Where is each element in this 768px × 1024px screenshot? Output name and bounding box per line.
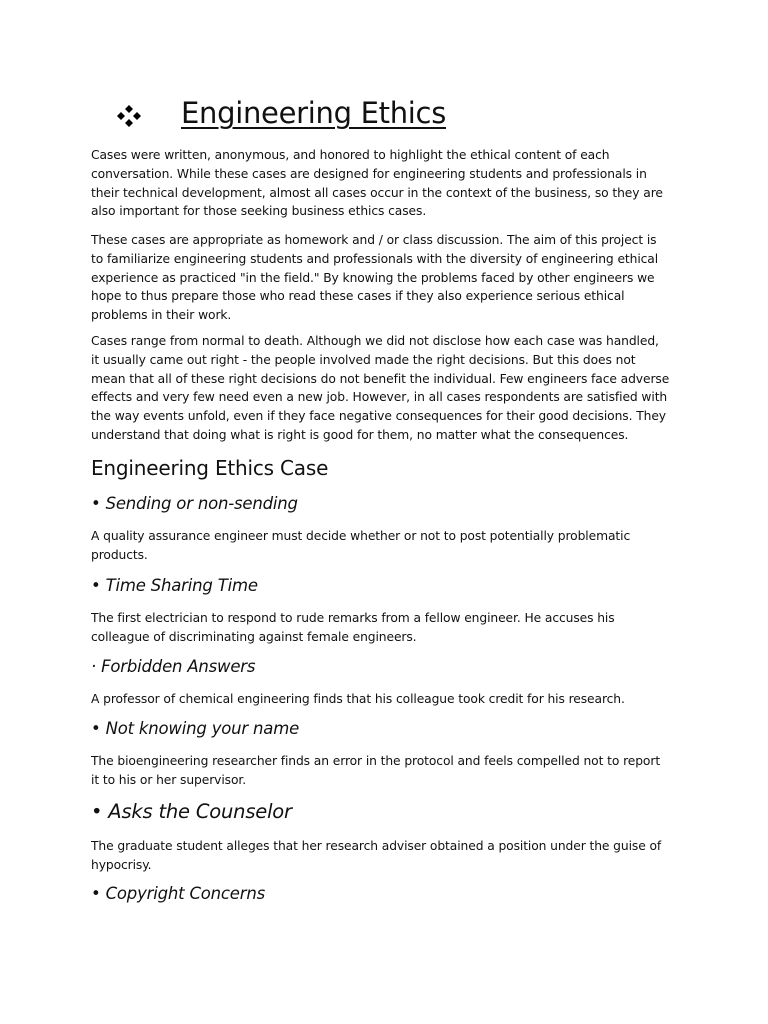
intro-paragraph-1: Cases were written, anonymous, and honored to highlight the ethical content of each conversation. While these cases are designed for engineering students and professionals in their technical development, almost all cases occur in the context of the business, so they are also important for those seeking business ethics cases. [91, 148, 663, 219]
case-heading: • Asks the Counselor [91, 800, 292, 823]
case-description: A quality assurance engineer must decide whether or not to post potentially problematic products. [91, 529, 631, 562]
case-heading: • Not knowing your name [91, 719, 300, 738]
case-heading: • Sending or non-sending [91, 494, 298, 513]
intro-paragraph-3: Cases range from normal to death. Although we did not disclose how each case was handled, it usually came out right - the people involved made the right decisions. But this does not mean that all of these right decisions do not benefit the individual. Few engineers face adverse effects and very few need even a new job. However, in all cases respondents are satisfied with the way events unfold, even if they face negative consequences for their good decisions. They understand that doing what is right is good for them, no matter what the consequences. [91, 334, 670, 442]
section-heading: Engineering Ethics Case [91, 456, 329, 480]
case-heading: • Copyright Concerns [91, 884, 265, 903]
case-description: The first electrician to respond to rude remarks from a fellow engineer. He accuses his colleague of discriminating against female engineers. [91, 611, 615, 644]
page-title: Engineering Ethics [181, 96, 447, 130]
case-heading: · Forbidden Answers [91, 657, 256, 676]
diamond-bullet-icon [116, 104, 142, 128]
case-description: The graduate student alleges that her research adviser obtained a position under the guise of hypocrisy. [91, 839, 662, 872]
case-description: A professor of chemical engineering finds that his colleague took credit for his research. [91, 692, 625, 706]
case-heading: • Time Sharing Time [91, 576, 258, 595]
intro-paragraph-2: These cases are appropriate as homework and / or class discussion. The aim of this project is to familiarize engineering students and professionals with the diversity of engineering ethical experience as practiced "in the field." By knowing the problems faced by other engineers we hope to thus prepare those who read these cases if they also experience serious ethical problems in their work. [91, 233, 659, 323]
case-description: The bioengineering researcher finds an error in the protocol and feels compelled not to report it to his or her supervisor. [91, 754, 661, 787]
